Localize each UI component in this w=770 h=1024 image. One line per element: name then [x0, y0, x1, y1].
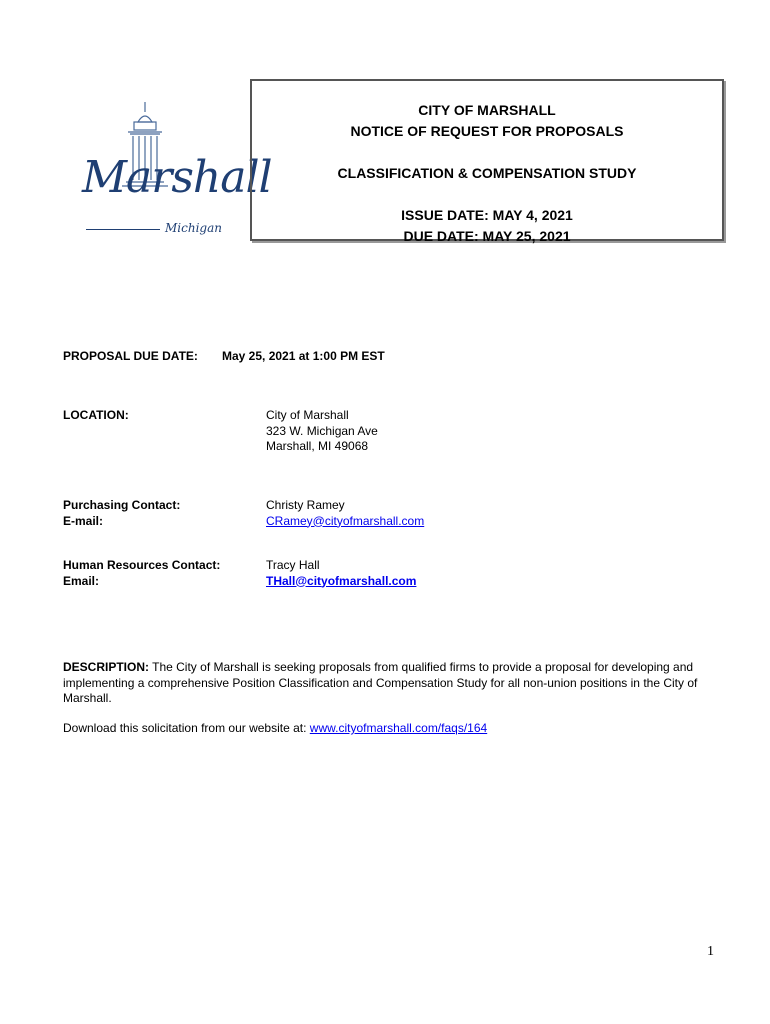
hr-email-label: Email: — [63, 573, 100, 588]
header-study: CLASSIFICATION & COMPENSATION STUDY — [337, 165, 637, 181]
header-notice: NOTICE OF REQUEST FOR PROPOSALS — [350, 123, 624, 139]
purchasing-contact-name: Christy Ramey — [266, 498, 345, 512]
description-paragraph — [63, 660, 718, 707]
header-due-date: DUE DATE: MAY 25, 2021 — [403, 228, 571, 244]
description-label: DESCRIPTION: — [63, 660, 150, 674]
download-line — [63, 721, 487, 735]
proposal-due-label: PROPOSAL DUE DATE: — [63, 349, 198, 363]
purchasing-email-link[interactable]: CRamey@cityofmarshall.com — [266, 513, 425, 528]
download-text: Download this solicitation from our website at: — [63, 721, 310, 735]
page-number: 1 — [707, 944, 714, 959]
hr-contact-name: Tracy Hall — [266, 558, 320, 572]
logo-subtitle: Michigan — [165, 221, 222, 235]
description-text: The City of Marshall is seeking proposals from qualified firms to provide a proposal for developing and implementing a comprehensive Position Classification and Compensation Study for all non-union positions in the City of Marshall. — [63, 660, 698, 705]
hr-labels — [63, 558, 220, 589]
header-issue-date: ISSUE DATE: MAY 4, 2021 — [401, 207, 573, 223]
hr-values — [266, 558, 416, 589]
location-line-2: 323 W. Michigan Ave — [266, 423, 378, 438]
purchasing-values — [266, 498, 424, 529]
location-line-1: City of Marshall — [266, 408, 349, 422]
proposal-due-value: May 25, 2021 at 1:00 PM EST — [222, 349, 385, 363]
purchasing-labels — [63, 498, 180, 529]
logo-rule — [86, 229, 160, 230]
location-line-3: Marshall, MI 49068 — [266, 439, 369, 453]
location-label: LOCATION: — [63, 408, 129, 422]
purchasing-email-label: E-mail: — [63, 513, 104, 528]
city-logo — [78, 100, 272, 245]
download-link[interactable]: www.cityofmarshall.com/faqs/164 — [309, 721, 488, 735]
hr-contact-label: Human Resources Contact: — [63, 558, 221, 572]
hr-email-link[interactable]: THall@cityofmarshall.com — [266, 573, 417, 588]
header-city: CITY OF MARSHALL — [418, 102, 556, 118]
purchasing-contact-label: Purchasing Contact: — [63, 498, 181, 512]
header-box — [250, 79, 724, 244]
logo-wordmark: Marshall — [82, 152, 272, 203]
location-address — [266, 408, 378, 455]
